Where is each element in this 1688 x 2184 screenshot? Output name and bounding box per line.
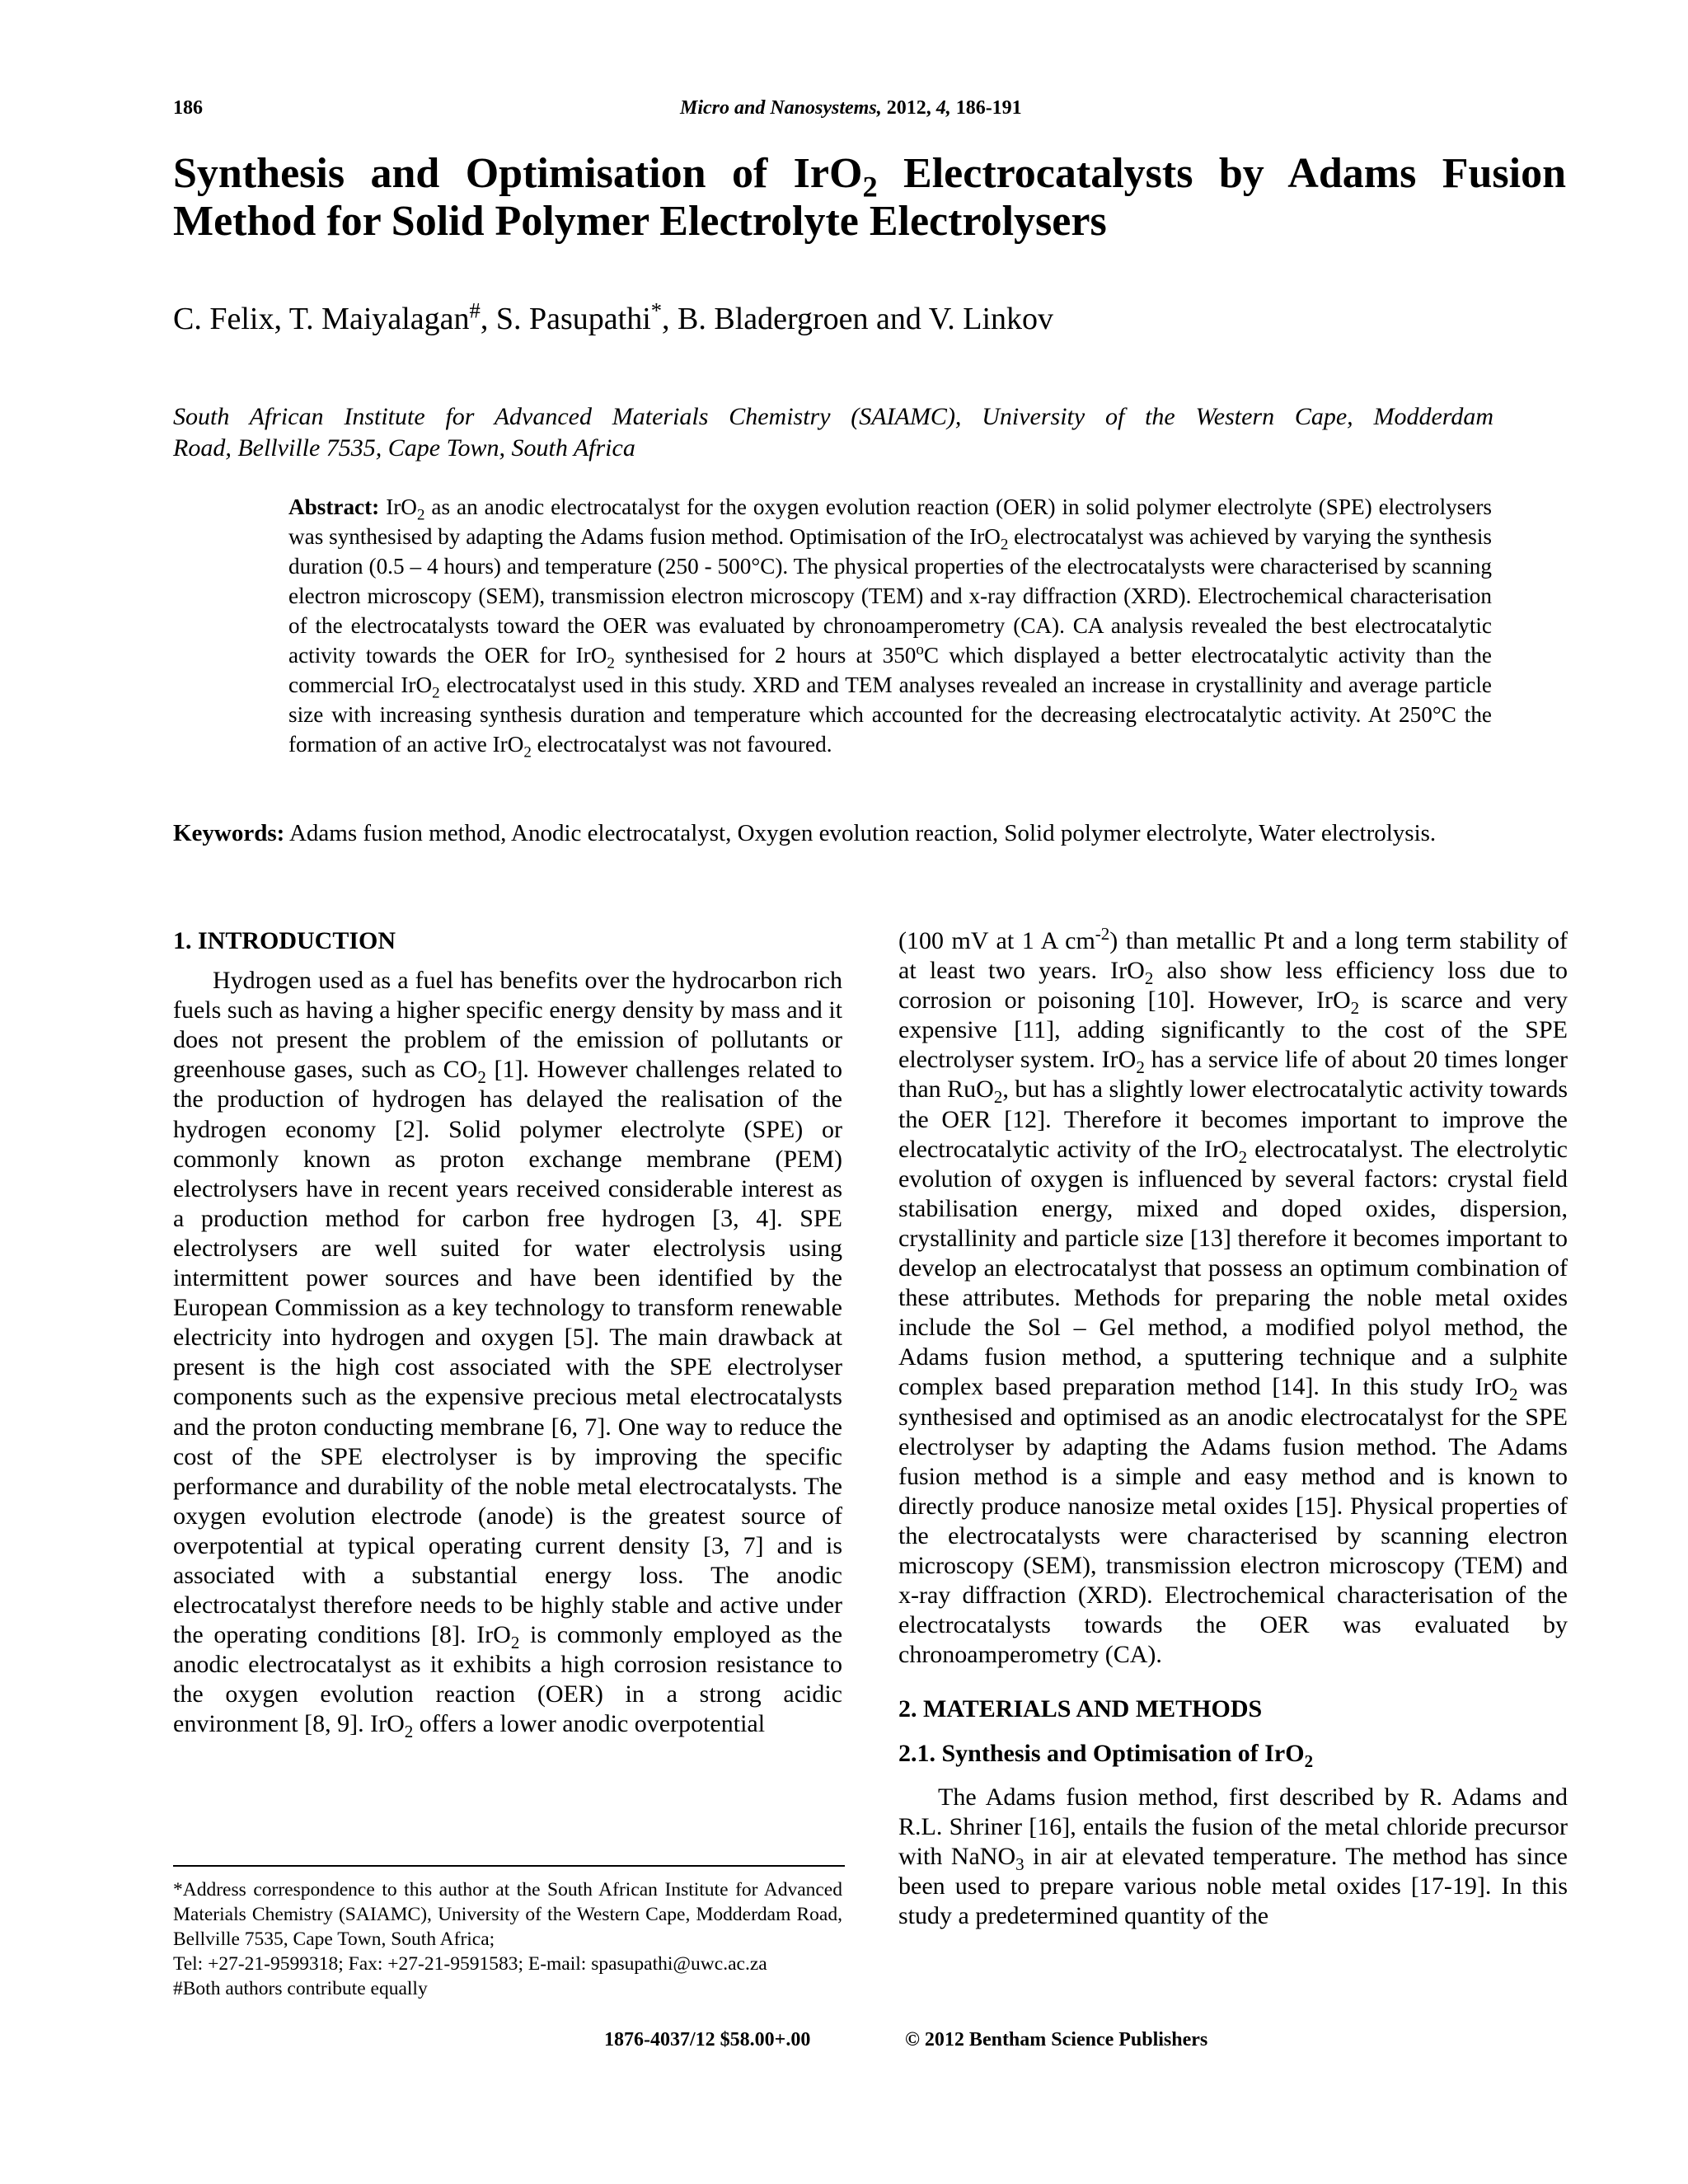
article-title <box>173 150 1566 246</box>
issn-price: 1876-4037/12 $58.00+.00 <box>604 2029 811 2050</box>
keywords-label: Keywords: <box>173 820 285 846</box>
section-heading-introduction: 1. INTRODUCTION <box>173 927 396 954</box>
abstract-label: Abstract: <box>288 494 380 519</box>
subsection-heading-synthesis: 2.1. Synthesis and Optimisation of IrO$_2$ <box>898 1740 1314 1772</box>
journal-citation <box>680 97 1570 120</box>
journal-volume: 4, <box>935 97 951 119</box>
affiliation-line-1: South African Institute for Advanced Materials Chemistry (SAIAMC), University of the Western Cape, Modderdam <box>173 403 1493 430</box>
intro-paragraph: Hydrogen used as a fuel has benefits over the hydrocarbon rich fuels such as having a higher specific energy density by mass and it does not present the problem of the emission of pollutants or greenhouse gases, such as $CO_2$ [1]. However challenges related to the production of hydrogen has delayed the realisation of the hydrogen economy [2]. Solid polymer electrolyte (SPE) or commonly known as proton exchange membrane (PEM) electrolysers have in recent years received considerable interest as a production method for carbon free hydrogen [3, 4]. SPE electrolysers are well suited for water electrolysis using intermittent power sources and have been identified by the European Commission as a key technology to transform renewable electricity into hydrogen and oxygen [5]. The main drawback at present is the high cost associated with the SPE electrolyser components such as the expensive precious metal electrocatalysts and the proton conducting membrane [6, 7]. One way to reduce the cost of the SPE electrolyser is by improving the specific performance and durability of the noble metal electrocatalysts. The oxygen evolution electrode (anode) is the greatest source of overpotential at typical operating current density [3, 7] and is associated with a substantial energy loss. The anodic electrocatalyst therefore needs to be highly stable and active under the operating conditions [8]. IrO$_2$ is commonly employed as the anodic electrocatalyst as it exhibits a high corrosion resistance to the oxygen evolution reaction (OER) in a strong acidic environment [8, 9]. IrO$_2$ offers a lower anodic overpotential <box>173 967 843 1742</box>
affiliation <box>173 401 1493 464</box>
affiliation-line-2: Road, Bellville 7535, Cape Town, South Africa <box>173 434 635 462</box>
journal-year: 2012, <box>886 97 931 119</box>
footnote-contact: Tel: +27-21-9599318; Fax: +27-21-9591583; E-mail: spasupathi@uwc.ac.za <box>173 1953 767 1975</box>
page-number: 186 <box>173 97 203 119</box>
copyright: © 2012 Bentham Science Publishers <box>905 2029 1208 2050</box>
right-column <box>898 926 1568 1931</box>
author-list: C. Felix, T. Maiyalagan#, S. Pasupathi*, B. Bladergroen and V. Linkov <box>173 298 1054 336</box>
methods-paragraph: The Adams fusion method, first described by R. Adams and R.L. Shriner [16], entails the fusion of the metal chloride precursor with NaNO$_3$ in air at elevated temperature. The method has since been used to prepare various noble metal oxides [17-19]. In this study a predetermined quantity of the <box>898 1783 1568 1929</box>
section-heading-materials-methods: 2. MATERIALS AND METHODS <box>898 1695 1263 1723</box>
correspondence-footnote <box>173 1877 842 2001</box>
journal-name: Micro and Nanosystems, <box>680 97 882 119</box>
journal-pages: 186-191 <box>955 97 1022 119</box>
title-line-1: Synthesis and Optimisation of IrO$_2$ Electrocatalysts by Adams Fusion <box>173 150 1567 204</box>
abstract: Abstract: IrO$_2$ as an anodic electrocatalyst for the oxygen evolution reaction (OER) in solid polymer electrolyte (SPE) electrolysers was synthesised by adapting the Adams fusion method. Optimisation of the IrO$_2$ electrocatalyst was achieved by varying the synthesis duration (0.5 – 4 hours) and temperature (250 - 500°C). The physical properties of the electrocatalysts were characterised by scanning electron microscopy (SEM), transmission electron microscopy (TEM) and x-ray diffraction (XRD). Electrochemical characterisation of the electrocatalysts toward the OER was evaluated by chronoamperometry (CA). CA analysis revealed the best electrocatalytic activity towards the OER for IrO$_2$ synthesised for 2 hours at 350$^o$C which displayed a better electrocatalytic activity than the commercial IrO$_2$ electrocatalyst used in this study. XRD and TEM analyses revealed an increase in crystallinity and average particle size with increasing synthesis duration and temperature which accounted for the decreasing electrocatalytic activity. At 250°C the formation of an active IrO$_2$ electrocatalyst was not favoured. <box>288 494 1493 762</box>
intro-paragraph-continued: (100 mV at 1 A $cm^{-2}$) than metallic Pt and a long term stability of at least two years. IrO$_2$ also show less efficiency loss due to corrosion or poisoning [10]. However, IrO$_2$ is scarce and very expensive [11], adding significantly to the cost of the SPE electrolyser system. IrO$_2$ has a service life of about 20 times longer than RuO$_2$, but has a slightly lower electrocatalytic activity towards the OER [12]. Therefore it becomes important to improve the electrocatalytic activity of the IrO$_2$ electrocatalyst. The electrolytic evolution of oxygen is influenced by several factors: crystal field stabilisation energy, mixed and doped oxides, dispersion, crystallinity and particle size [13] therefore it becomes important to develop an electrocatalyst that possess an optimum combination of these attributes. Methods for preparing the noble metal oxides include the Sol – Gel method, a modified polyol method, the Adams fusion method, a sputtering technique and a sulphite complex based preparation method [14]. In this study IrO$_2$ was synthesised and optimised as an anodic electrocatalyst for the SPE electrolyser by adapting the Adams fusion method. The Adams fusion method is a simple and easy method and is known to directly produce nanosize metal oxides [15]. Physical properties of the electrocatalysts were characterised by scanning electron microscopy (SEM), transmission electron microscopy (TEM) and x-ray diffraction (XRD). Electrochemical characterisation of the electrocatalysts towards the OER was evaluated by chronoamperometry (CA). <box>898 924 1568 1669</box>
footnote-address: *Address correspondence to this author at the South African Institute for Advanced Materials Chemistry (SAIAMC), University of the Western Cape, Modderdam Road, Bellville 7535, Cape Town, South Africa; <box>173 1879 842 1950</box>
footnote-divider <box>173 1865 845 1867</box>
left-column <box>173 926 842 1740</box>
keywords: Keywords: Adams fusion method, Anodic electrocatalyst, Oxygen evolution reaction, Solid polymer electrolyte, Water electrolysis. <box>173 820 1437 846</box>
footnote-equal-contribution: #Both authors contribute equally <box>173 1978 428 1999</box>
title-line-2: Method for Solid Polymer Electrolyte Electrolysers <box>173 198 1107 245</box>
